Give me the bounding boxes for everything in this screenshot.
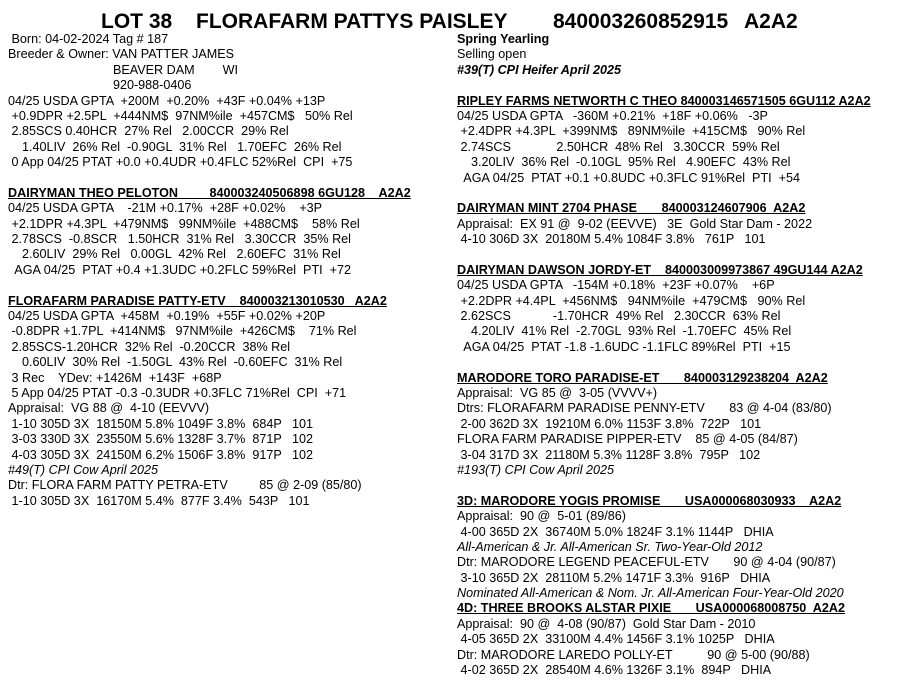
text-line: 2.74SCS 2.50HCR 48% Rel 3.30CCR 59% Rel bbox=[457, 139, 780, 154]
text-line: 3-03 330D 3X 23550M 5.6% 1328F 3.7% 871P 102 bbox=[8, 432, 314, 447]
text-line: 04/25 USDA GPTA -360M +0.21% +18F +0.06% -3P bbox=[457, 108, 768, 123]
text-line: 4-10 306D 3X 20180M 5.4% 1084F 3.8% 761P 101 bbox=[457, 232, 766, 247]
text-line: #49(T) CPI Cow April 2025 bbox=[8, 462, 159, 477]
text-line: 1.40LIV 26% Rel -0.90GL 31% Rel 1.70EFC 26% Rel bbox=[8, 139, 342, 154]
text-line: 2-00 362D 3X 19210M 6.0% 1153F 3.8% 722P 101 bbox=[457, 416, 762, 431]
text-line: Selling open bbox=[457, 47, 527, 62]
spacer bbox=[457, 355, 903, 370]
text-line: #39(T) CPI Heifer April 2025 bbox=[457, 62, 622, 77]
text-line: Dtr: MARODORE LEGEND PEACEFUL-ETV 90 @ 4-04 (90/87) bbox=[457, 555, 836, 570]
text-line: 2.85SCS-1.20HCR 32% Rel -0.20CCR 38% Rel bbox=[8, 339, 291, 354]
section-heading: DAIRYMAN DAWSON JORDY-ET 840003009973867 49GU144 A2A2 bbox=[457, 262, 863, 277]
text-line: 3-10 365D 2X 28110M 5.2% 1471F 3.3% 916P DHIA bbox=[457, 570, 771, 585]
text-line: +2.4DPR +4.3PL +399NM$ 89NM%ile +415CM$ 90% Rel bbox=[457, 124, 806, 139]
text-line: 2.60LIV 29% Rel 0.00GL 42% Rel 2.60EFC 31% Rel bbox=[8, 247, 341, 262]
text-line: #193(T) CPI Cow April 2025 bbox=[457, 462, 615, 477]
text-line: +2.1DPR +4.3PL +479NM$ 99NM%ile +488CM$ 58% Rel bbox=[8, 216, 360, 231]
registration-number: 840003260852915 bbox=[553, 10, 729, 33]
text-line: 2.85SCS 0.40HCR 27% Rel 2.00CCR 29% Rel bbox=[8, 124, 289, 139]
genotype: A2A2 bbox=[744, 10, 798, 33]
spacer bbox=[457, 78, 903, 93]
text-line: 2.62SCS -1.70HCR 49% Rel 2.30CCR 63% Rel bbox=[457, 309, 781, 324]
text-line: 4-00 365D 2X 36740M 5.0% 1824F 3.1% 1144P DHIA bbox=[457, 524, 774, 539]
text-line: 04/25 USDA GPTA +458M +0.19% +55F +0.02% +20P bbox=[8, 309, 326, 324]
text-line: FLORA FARM PARADISE PIPPER-ETV 85 @ 4-05 (84/87) bbox=[457, 432, 798, 447]
text-line: 1-10 305D 3X 18150M 5.8% 1049F 3.8% 684P 101 bbox=[8, 416, 314, 431]
section-heading: FLORAFARM PARADISE PATTY-ETV 840003213010530 A2A2 bbox=[8, 293, 387, 308]
text-line: BEAVER DAM WI bbox=[8, 62, 238, 77]
spacer bbox=[8, 278, 448, 293]
spacer bbox=[8, 171, 448, 186]
text-line: Appraisal: 90 @ 4-08 (90/87) Gold Star Dam - 2010 bbox=[457, 616, 756, 631]
text-line: 3-04 317D 3X 21180M 5.3% 1128F 3.8% 795P 102 bbox=[457, 447, 761, 462]
text-line: 4-05 365D 2X 33100M 4.4% 1456F 3.1% 1025P DHIA bbox=[457, 632, 775, 647]
spacer bbox=[457, 186, 903, 201]
lot-number: LOT 38 bbox=[101, 10, 173, 33]
text-line: AGA 04/25 PTAT -1.8 -1.6UDC -1.1FLC 89%Rel PTI +15 bbox=[457, 339, 791, 354]
section-heading: DAIRYMAN MINT 2704 PHASE 840003124607906 A2A2 bbox=[457, 201, 806, 216]
text-line: 3.20LIV 36% Rel -0.10GL 95% Rel 4.90EFC 43% Rel bbox=[457, 155, 791, 170]
text-line: 1-10 305D 3X 16170M 5.4% 877F 3.4% 543P 101 bbox=[8, 493, 310, 508]
left-column-pedigree bbox=[8, 32, 448, 509]
text-line: Appraisal: 90 @ 5-01 (89/86) bbox=[457, 509, 626, 524]
text-line: Dtr: MARODORE LAREDO POLLY-ET 90 @ 5-00 (90/88) bbox=[457, 647, 810, 662]
text-line: Breeder & Owner: VAN PATTER JAMES bbox=[8, 47, 235, 62]
text-line: 920-988-0406 bbox=[8, 78, 192, 93]
text-line: AGA 04/25 PTAT +0.4 +1.3UDC +0.2FLC 59%Rel PTI +72 bbox=[8, 262, 352, 277]
animal-name: FLORAFARM PATTYS PAISLEY bbox=[196, 10, 508, 33]
text-line: Nominated All-American & Nom. Jr. All-American Four-Year-Old 2020 bbox=[457, 586, 844, 601]
text-line: Spring Yearling bbox=[457, 32, 550, 46]
section-heading: DAIRYMAN THEO PELOTON 840003240506898 6GU128 A2A2 bbox=[8, 185, 411, 200]
text-line: 04/25 USDA GPTA -154M +0.18% +23F +0.07% +6P bbox=[457, 278, 775, 293]
text-line: Dtrs: FLORAFARM PARADISE PENNY-ETV 83 @ 4-04 (83/80) bbox=[457, 401, 832, 416]
section-heading: 4D: THREE BROOKS ALSTAR PIXIE USA000068008750 A2A2 bbox=[457, 601, 845, 616]
text-line: 04/25 USDA GPTA +200M +0.20% +43F +0.04% +13P bbox=[8, 93, 326, 108]
text-line: -0.8DPR +1.7PL +414NM$ 97NM%ile +426CM$ 71% Rel bbox=[8, 324, 357, 339]
text-line: 0.60LIV 30% Rel -1.50GL 43% Rel -0.60EFC 31% Rel bbox=[8, 355, 343, 370]
text-line: AGA 04/25 PTAT +0.1 +0.8UDC +0.3FLC 91%Rel PTI +54 bbox=[457, 170, 801, 185]
right-column-pedigree bbox=[457, 32, 903, 678]
text-line: +2.2DPR +4.4PL +456NM$ 94NM%ile +479CM$ 90% Rel bbox=[457, 293, 806, 308]
text-line: Born: 04-02-2024 Tag # 187 bbox=[8, 32, 169, 46]
text-line: 5 App 04/25 PTAT -0.3 -0.3UDR +0.3FLC 71%Rel CPI +71 bbox=[8, 385, 347, 400]
text-line: Appraisal: EX 91 @ 9-02 (EEVVE) 3E Gold Star Dam - 2022 bbox=[457, 216, 813, 231]
section-heading: MARODORE TORO PARADISE-ET 840003129238204 A2A2 bbox=[457, 370, 828, 385]
text-line: 4-02 365D 2X 28540M 4.6% 1326F 3.1% 894P DHIA bbox=[457, 663, 772, 678]
text-line: 3 Rec YDev: +1426M +143F +68P bbox=[8, 370, 222, 385]
text-line: All-American & Jr. All-American Sr. Two-Year-Old 2012 bbox=[457, 539, 763, 554]
text-line: 4.20LIV 41% Rel -2.70GL 93% Rel -1.70EFC 45% Rel bbox=[457, 324, 792, 339]
text-line: Appraisal: VG 88 @ 4-10 (EEVVV) bbox=[8, 401, 210, 416]
text-line: +0.9DPR +2.5PL +444NM$ 97NM%ile +457CM$ 50% Rel bbox=[8, 108, 353, 123]
text-line: 4-03 305D 3X 24150M 6.2% 1506F 3.8% 917P 102 bbox=[8, 447, 314, 462]
text-line: Appraisal: VG 85 @ 3-05 (VVVV+) bbox=[457, 385, 658, 400]
spacer bbox=[457, 478, 903, 493]
text-line: 2.78SCS -0.8SCR 1.50HCR 31% Rel 3.30CCR 35% Rel bbox=[8, 232, 351, 247]
section-heading: 3D: MARODORE YOGIS PROMISE USA000068030933 A2A2 bbox=[457, 493, 842, 508]
section-heading: RIPLEY FARMS NETWORTH C THEO 840003146571505 6GU112 A2A2 bbox=[457, 93, 871, 108]
text-line: Dtr: FLORA FARM PATTY PETRA-ETV 85 @ 2-09 (85/80) bbox=[8, 478, 362, 493]
spacer bbox=[457, 247, 903, 262]
text-line: 0 App 04/25 PTAT +0.0 +0.4UDR +0.4FLC 52%Rel CPI +75 bbox=[8, 155, 353, 170]
text-line: 04/25 USDA GPTA -21M +0.17% +28F +0.02% +3P bbox=[8, 201, 323, 216]
